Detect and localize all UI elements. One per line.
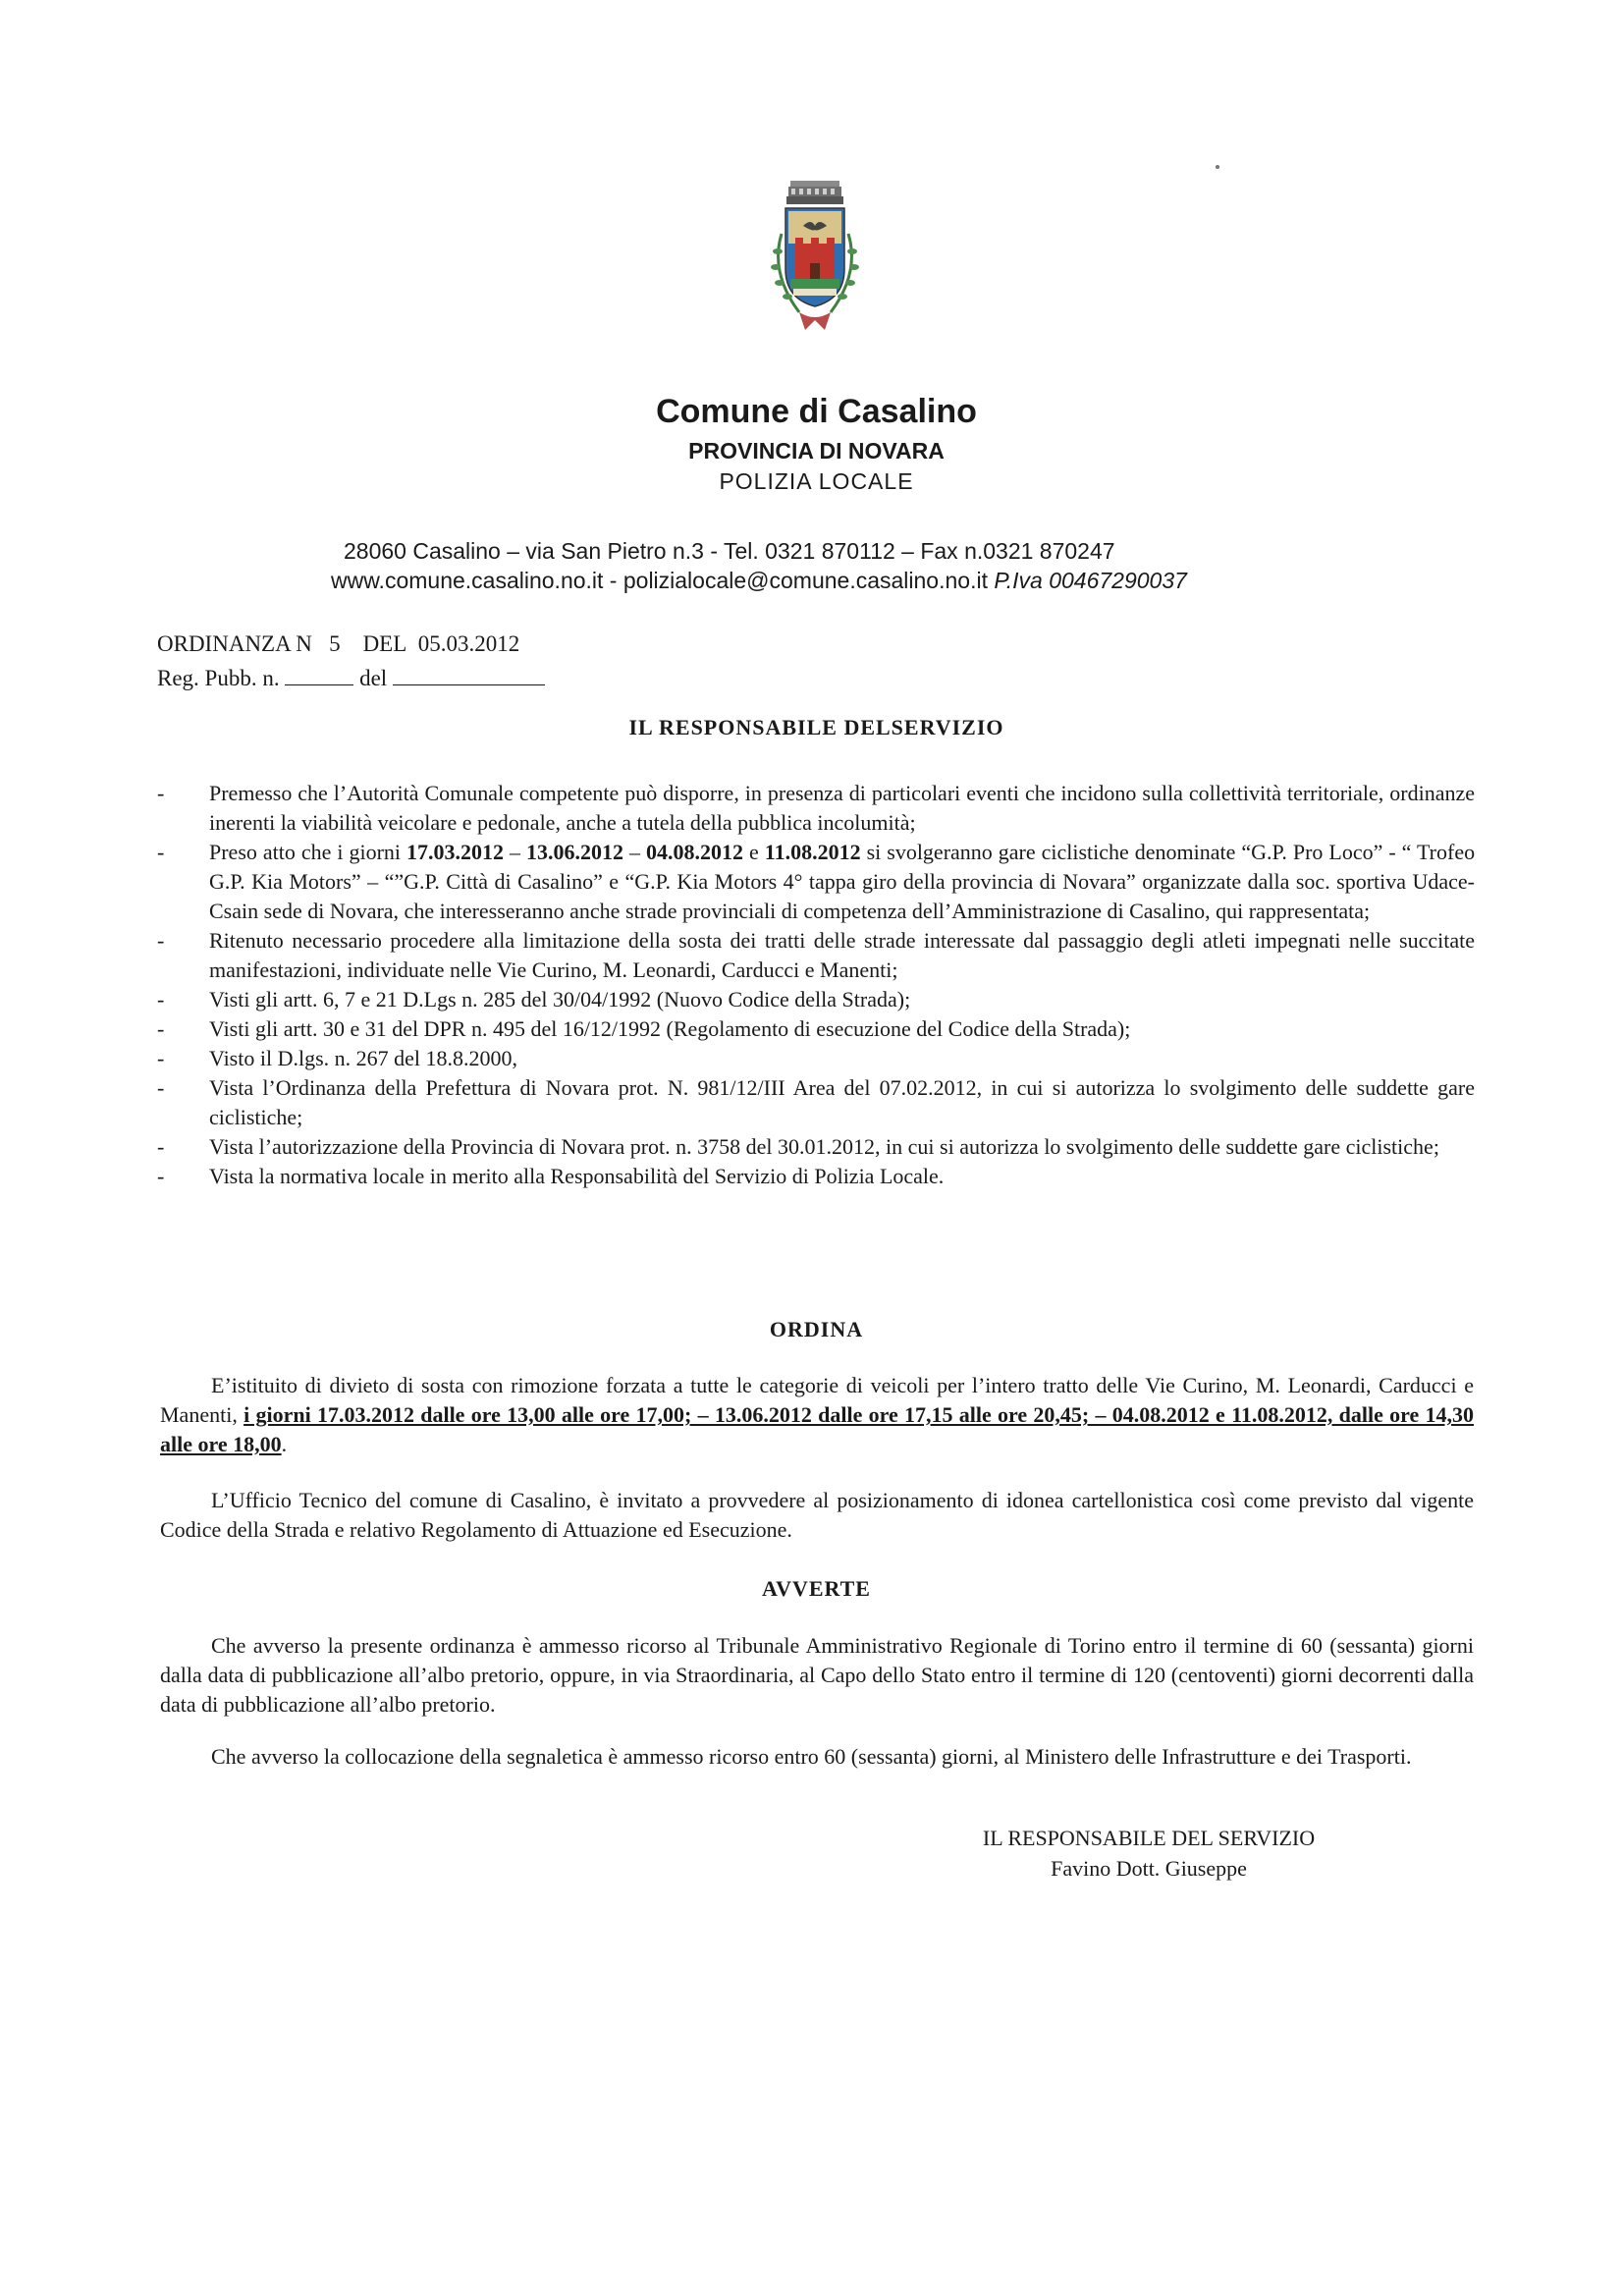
- ordinanza-meta: [157, 627, 545, 695]
- ordina-text: E’istituito di divieto di sosta con rimozione forzata a tutte le categorie di veicoli per l’intero tratto delle Vie Curino, M. Leonardi, Carducci e Manenti,: [160, 1373, 1474, 1427]
- comune-crest-icon: [756, 175, 874, 347]
- intro-title: IL RESPONSABILE DELSERVIZIO: [628, 715, 1004, 739]
- race-date: 17.03.2012: [406, 840, 505, 864]
- ordina-schedule: i giorni 17.03.2012 dalle ore 13,00 alle ore 17,00; – 13.06.2012 dalle ore 17,15 alle ore 20,45; – 04.08.2012 e 11.08.2012, dalle ore 14,30 alle ore 18,00: [160, 1402, 1474, 1456]
- premessa-text: Vista la normativa locale in merito alla Responsabilità del Servizio di Polizia Locale.: [209, 1164, 945, 1188]
- provincia-name: PROVINCIA DI NOVARA: [688, 438, 945, 464]
- premessa-text: Ritenuto necessario procedere alla limitazione della sosta dei tratti delle strade interessate dal passaggio degli atleti impegnati nelle succitate manifestazioni, individuate nelle Vie Curino, M. Leonardi, Carducci e Manenti;: [209, 928, 1475, 982]
- address-block: [331, 536, 1187, 595]
- contacts-text: www.comune.casalino.no.it - polizialocale@comune.casalino.no.it: [331, 568, 988, 593]
- avverte-paragraph-tar: Che avverso la presente ordinanza è ammesso ricorso al Tribunale Amministrativo Regionale di Torino entro il termine di 60 (sessanta) giorni dalla data di pubblicazione all’albo pretorio, oppure, in via Straordinaria, al Capo dello Stato entro il termine di 120 (centoventi) giorni decorrenti dalla data di pubblicazione all’albo pretorio.: [160, 1633, 1474, 1717]
- premessa-text: Visto il D.lgs. n. 267 del 18.8.2000,: [209, 1046, 518, 1070]
- date-separator: –: [510, 840, 521, 864]
- scan-speck: [1216, 165, 1219, 169]
- premessa-text: Preso atto che i giorni: [209, 840, 402, 864]
- premessa-item: [157, 779, 1475, 838]
- ordinanza-date: 05.03.2012: [417, 631, 520, 656]
- premessa-text: Premesso che l’Autorità Comunale competente può disporre, in presenza di particolari eventi che incidono sulla collettività territoriale, ordinanze inerenti la viabilità veicolare e pedonale, anche a tutela della pubblica incolumità;: [209, 781, 1475, 835]
- ordina-paragraph: [160, 1371, 1474, 1459]
- address-line: 28060 Casalino – via San Pietro n.3 - Tel. 0321 870112 – Fax n.0321 870247: [344, 538, 1115, 564]
- reg-pubb-date-blank: [393, 665, 545, 685]
- race-date: 04.08.2012: [646, 840, 744, 864]
- premessa-text: Vista l’autorizzazione della Provincia di Novara prot. n. 3758 del 30.01.2012, in cui si autorizza lo svolgimento delle suddette gare ciclistiche;: [209, 1134, 1439, 1159]
- avverte-paragraph-ministero: Che avverso la collocazione della segnaletica è ammesso ricorso entro 60 (sessanta) giorni, al Ministero delle Infrastrutture e dei Trasporti.: [211, 1744, 1412, 1769]
- premessa-item: [157, 985, 1475, 1014]
- ordinanza-line: [157, 627, 545, 661]
- ordinanza-number: 5: [329, 631, 341, 656]
- reg-pubb-label: Reg. Pubb. n.: [157, 666, 280, 690]
- premessa-text: Visti gli artt. 30 e 31 del DPR n. 495 del 16/12/1992 (Regolamento di esecuzione del Codice della Strada);: [209, 1016, 1131, 1041]
- date-separator: –: [629, 840, 641, 864]
- premessa-item: [157, 1162, 1475, 1191]
- premessa-text: si svolgeranno gare ciclistiche denominate “G.P. Pro Loco” - “ Trofeo G.P. Kia Motors” – “”G.P. Città di Casalino” e “G.P. Kia Motors 4° tappa giro della provincia di Novara” organizzate dalla soc. sportiva Udace-Csain sede di Novara, che interesseranno anche strade provinciali di competenza dell’Amministrazione di Casalino, qui rappresentata;: [209, 840, 1476, 923]
- signature-block: [923, 1823, 1375, 1884]
- premessa-item: [157, 926, 1475, 985]
- contacts-line: [331, 566, 1187, 595]
- premessa-item: [157, 1044, 1475, 1073]
- ordinanza-label: ORDINANZA N: [157, 631, 312, 656]
- reg-pubb-number-blank: [285, 665, 353, 685]
- piva-text: P.Iva 00467290037: [994, 568, 1187, 593]
- premessa-text: Visti gli artt. 6, 7 e 21 D.Lgs n. 285 del 30/04/1992 (Nuovo Codice della Strada);: [209, 987, 911, 1011]
- date-conjunction: e: [749, 840, 759, 864]
- comune-name: Comune di Casalino: [656, 393, 977, 430]
- signature-name: Favino Dott. Giuseppe: [1051, 1856, 1247, 1881]
- premessa-item: [157, 1014, 1475, 1044]
- ordinanza-del-label: DEL: [362, 631, 407, 656]
- premessa-text: Vista l’Ordinanza della Prefettura di Novara prot. N. 981/12/III Area del 07.02.2012, in cui si autorizza lo svolgimento delle suddette gare ciclistiche;: [209, 1075, 1475, 1129]
- race-date: 11.08.2012: [764, 840, 861, 864]
- premessa-item: [157, 1132, 1475, 1162]
- reg-pubb-line: [157, 661, 545, 695]
- ordina-text-end: .: [281, 1432, 288, 1456]
- reg-pubb-del-label: del: [359, 666, 388, 690]
- avverte-title: AVVERTE: [762, 1576, 871, 1601]
- premessa-item: [157, 1073, 1475, 1132]
- race-date: 13.06.2012: [526, 840, 624, 864]
- premesse-list: [157, 779, 1475, 1191]
- premessa-item: [157, 838, 1475, 926]
- servizio-name: POLIZIA LOCALE: [719, 468, 914, 494]
- signature-role: IL RESPONSABILE DEL SERVIZIO: [982, 1826, 1316, 1850]
- ordina-title: ORDINA: [769, 1317, 864, 1341]
- ufficio-tecnico-paragraph: L’Ufficio Tecnico del comune di Casalino, è invitato a provvedere al posizionamento di idonea cartellonistica così come previsto dal vigente Codice della Strada e relativo Regolamento di Attuazione ed Esecuzione.: [160, 1488, 1474, 1542]
